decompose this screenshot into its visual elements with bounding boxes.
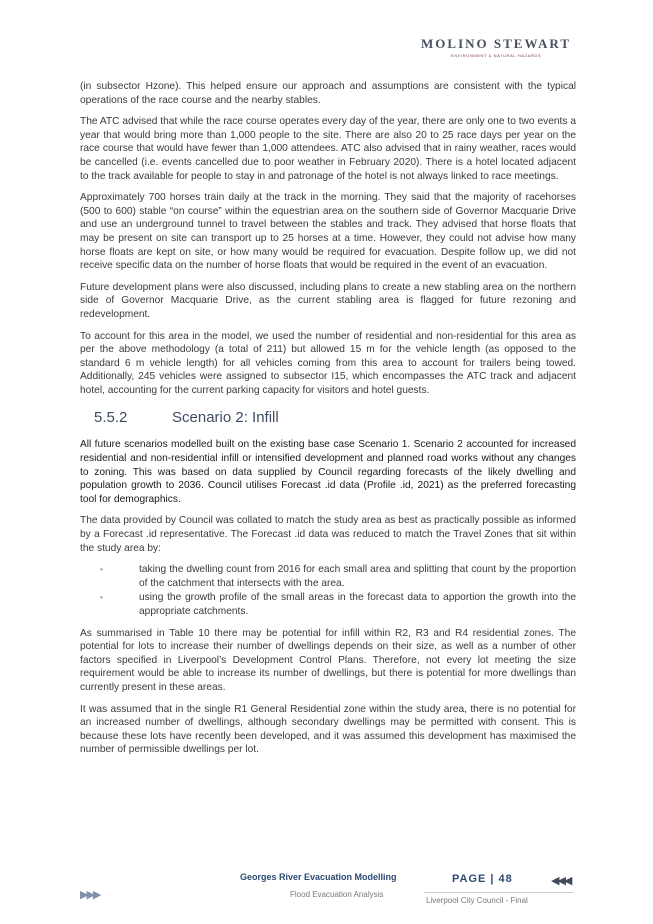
- paragraph: It was assumed that in the single R1 General Residential zone within the study area, there is no potential for an increased number of dwellings, although secondary dwellings may be permitted with consent. This is because these lots have recently been developed, and it was assumed this development has maximised the number of permissible dwellings per lot.: [80, 703, 576, 756]
- page-footer: [0, 862, 653, 924]
- list-item: [80, 563, 576, 590]
- logo-tagline: ENVIRONMENT & NATURAL HAZARDS: [450, 53, 542, 58]
- paragraph: (in subsector Hzone). This helped ensure our approach and assumptions are consistent with the typical operations of the race course and the nearby stables.: [80, 81, 576, 106]
- list-item: [80, 591, 576, 618]
- page-content: [80, 80, 576, 765]
- footer-client: Liverpool City Council - Final: [426, 896, 528, 905]
- logo-brand: MOLINO STEWART: [421, 36, 571, 51]
- back-arrows-icon: ◀◀◀: [551, 875, 571, 887]
- footer-subtitle: Flood Evacuation Analysis: [290, 890, 384, 899]
- page-number: PAGE | 48: [452, 873, 513, 885]
- bullet-icon: •: [100, 593, 103, 603]
- company-logo: [421, 36, 571, 58]
- bullet-list: [80, 563, 576, 618]
- section-title: Scenario 2: Infill: [172, 409, 279, 427]
- paragraph: All future scenarios modelled built on the existing base case Scenario 1. Scenario 2 accounted for increased residential and non-residential infill or intensified development and planned road works without any changes to zoning. This was based on data supplied by Council regarding forecasts of the likely dwelling and population growth to 2036. Council utilises Forecast .id data (Profile .id, 2021) as the preferred forecasting tool for demographics.: [80, 439, 576, 505]
- paragraph: To account for this area in the model, we used the number of residential and non-residential for this area as per the above methodology (a total of 211) but allowed 15 m for the vehicle length (as opposed to the standard 6 m vehicle length) for all vehicles coming from this area to account for trailers being towed. Additionally, 245 vehicles were assigned to subsector I15, which encompasses the ATC track and adjacent hotel, accounting for the current parking capacity for visitors and hotel guests.: [80, 330, 576, 396]
- paragraph: The ATC advised that while the race course operates every day of the year, there are only one to two events a year that would bring more than 1,000 people to the site. There are also 20 to 25 race days per year on the race course that would have fewer than 1,000 attendees. ATC also advised that in rainy weather, races would be cancelled (i.e. events cancelled due to poor weather in February 2020). There is a hotel located adjacent to the track available for people to stay in and patronage of the hotel is not always linked to race meetings.: [80, 116, 576, 182]
- paragraph: As summarised in Table 10 there may be potential for infill within R2, R3 and R4 residential zones. The potential for lots to increase their number of dwellings depends on their size, as well as a number of other factors specified in Liverpool’s Development Control Plans. Therefore, not every lot meeting the size requirement would be able to increase its number of dwellings, but there is potential for more dwellings than currently present in these areas.: [80, 627, 576, 693]
- footer-title: Georges River Evacuation Modelling: [240, 872, 397, 882]
- section-heading: [94, 409, 576, 426]
- paragraph: Future development plans were also discussed, including plans to create a new stabling area on the northern side of Governor Macquarie Drive, as the current stabling area is flagged for future rezoning and redevelopment.: [80, 281, 576, 320]
- forward-arrows-icon: ▶▶▶: [80, 889, 100, 901]
- list-item-text: using the growth profile of the small areas in the forecast data to apportion the growth into the appropriate catchments.: [139, 592, 576, 617]
- paragraph: Approximately 700 horses train daily at the track in the morning. They said that the majority of racehorses (500 to 600) stable “on course” within the equestrian area on the southern side of Governor Macquarie Drive and use an underground tunnel to travel between the stables and track. They advised that horse floats that may be present on site can transport up to 25 horses at a time. However, they could not advise how many horse floats are kept on site, or how many would be required for evacuation. Despite follow up, we did not receive specific data on the number of horse floats that would be required in the event of an evacuation.: [80, 192, 576, 272]
- list-item-text: taking the dwelling count from 2016 for each small area and splitting that count by the proportion of the catchment that intersects with the area.: [139, 564, 576, 589]
- bullet-icon: •: [100, 565, 103, 575]
- paragraph: The data provided by Council was collated to match the study area as best as practically possible as informed by a Forecast .id representative. The Forecast .id data was reduced to match the Travel Zones that sit within the study area by:: [80, 515, 576, 554]
- section-number: 5.5.2: [94, 409, 128, 427]
- footer-divider: [424, 892, 574, 893]
